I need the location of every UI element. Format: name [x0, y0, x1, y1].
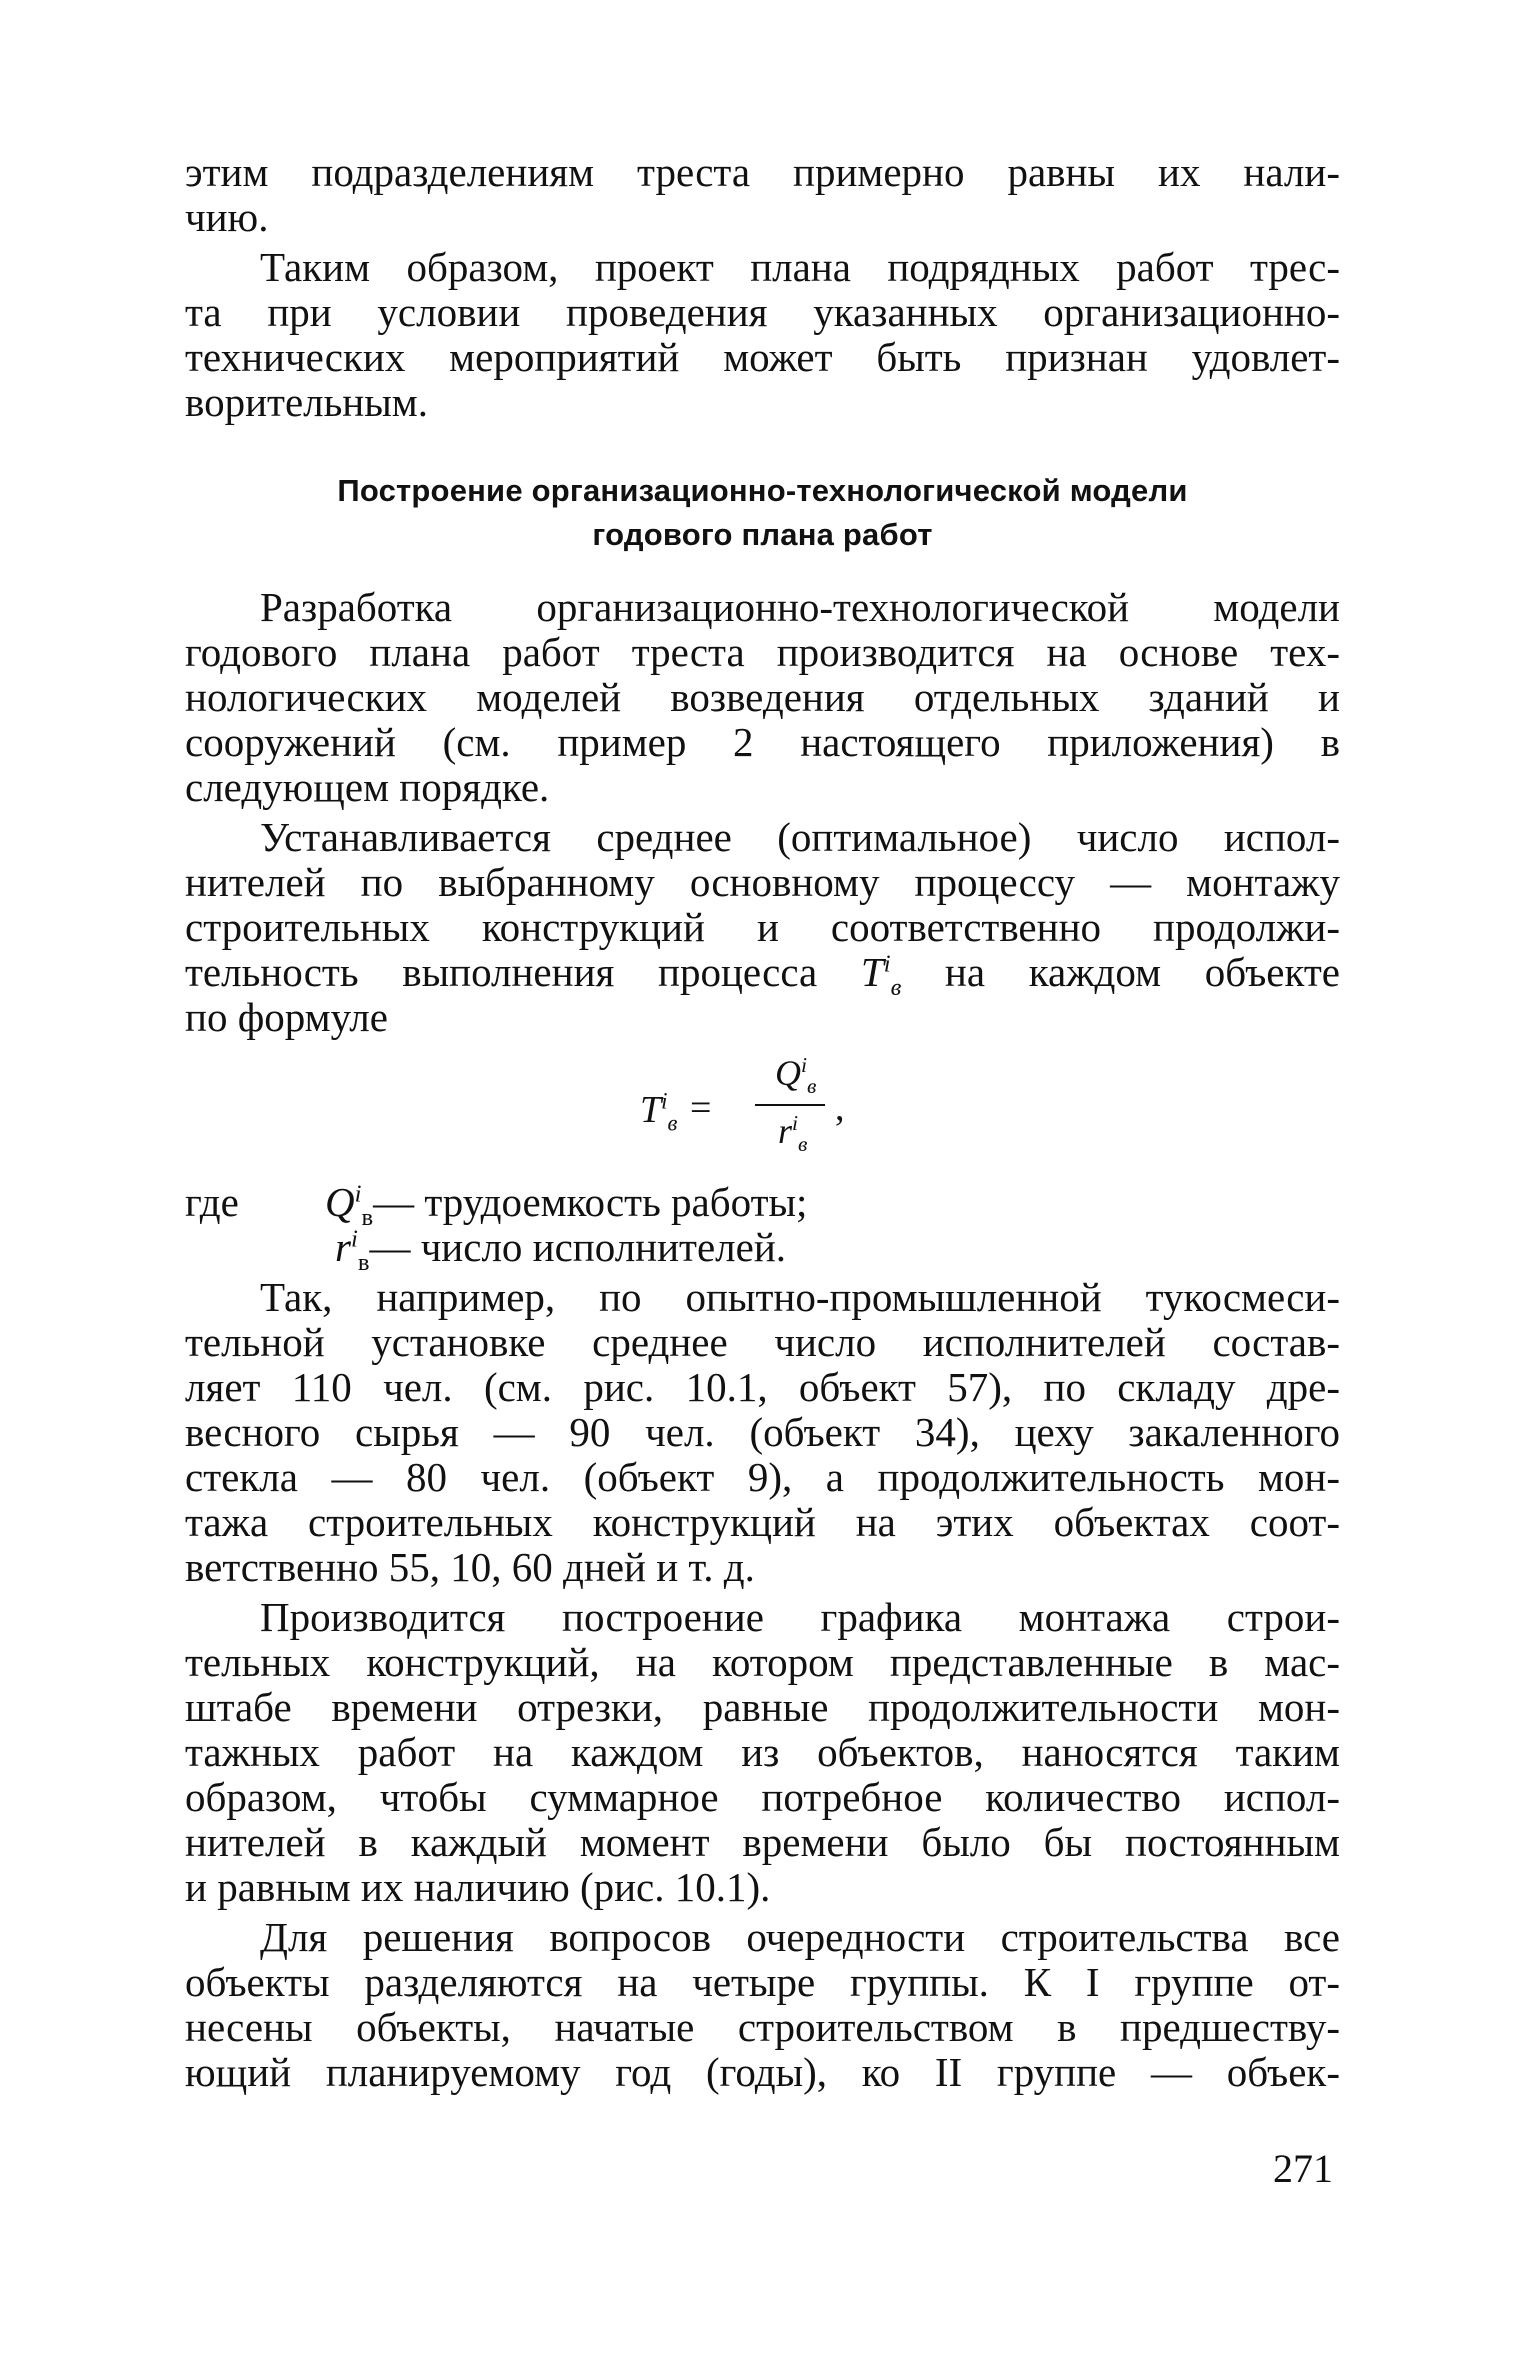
- text-line: и равным их наличию (рис. 10.1).: [185, 1864, 771, 1910]
- paragraph-continuation: [185, 150, 1340, 240]
- paragraph-conclusion: [185, 245, 1340, 425]
- text-fragment: на каждом объекте: [944, 949, 1340, 995]
- formula-lhs: [640, 1088, 678, 1136]
- text-line: Так, например, по опытно-промышленной тукосмеси-: [260, 1274, 1340, 1320]
- definition-sub: в: [357, 1249, 370, 1277]
- text-line: Таким образом, проект плана подрядных работ трес-: [260, 244, 1340, 290]
- text-line: строительных конструкций и соответственно продолжи-: [185, 904, 1340, 950]
- text-line: весного сырья — 90 чел. (объект 34), цеху закаленного: [185, 1409, 1340, 1455]
- formula-definitions: [185, 1179, 1340, 1277]
- page-content: [185, 150, 1340, 2095]
- text-line: штабе времени отрезки, равные продолжительности мон-: [185, 1684, 1340, 1730]
- formula-numerator: [775, 1052, 817, 1099]
- symbol-subscript: в: [890, 974, 902, 1002]
- text-line: сооружений (см. пример 2 настоящего приложения) в: [185, 719, 1340, 765]
- definition-term: [325, 1179, 808, 1232]
- definition-line: [185, 1179, 1340, 1232]
- definition-line: [185, 1224, 1340, 1277]
- paragraph-example: [185, 1275, 1340, 1590]
- text-line: нителей по выбранному основному процессу — монтажу: [185, 859, 1340, 905]
- symbol-superscript: i: [883, 950, 891, 978]
- definition-text: — число исполнителей.: [369, 1224, 787, 1270]
- text-line: следующем порядке.: [185, 764, 550, 810]
- formula-denominator-sub: в: [798, 1132, 808, 1157]
- formula-lhs-sup: i: [661, 1088, 668, 1114]
- formula-denominator: [778, 1110, 808, 1157]
- definition-symbol: r: [335, 1224, 351, 1270]
- symbol-base: T: [860, 949, 884, 995]
- text-line: ворительным.: [185, 379, 428, 425]
- formula-denominator-base: r: [778, 1111, 793, 1151]
- section-heading: [185, 469, 1340, 557]
- formula-numerator-base: Q: [775, 1053, 801, 1093]
- text-line: Разработка организационно-технологической модели: [260, 584, 1340, 630]
- paragraph-groups: [185, 1915, 1340, 2095]
- text-line: образом, чтобы суммарное потребное количество испол-: [185, 1774, 1340, 1820]
- formula-numerator-sub: в: [807, 1074, 817, 1099]
- definition-sup: i: [350, 1225, 358, 1253]
- text-line: технических мероприятий может быть признан удовлет-: [185, 334, 1340, 380]
- text-line: несены объекты, начатые строительством в предшеству-: [185, 2004, 1340, 2050]
- text-line: Производится построение графика монтажа строи-: [260, 1594, 1340, 1640]
- text-line: годового плана работ треста производится на основе тех-: [185, 629, 1340, 675]
- math-symbol: [860, 949, 902, 1002]
- text-line-with-symbol: [185, 949, 1340, 1002]
- heading-line: годового плана работ: [592, 517, 933, 552]
- formula-equals: =: [690, 1087, 712, 1129]
- text-line: нителей в каждый момент времени было бы постоянным: [185, 1819, 1340, 1865]
- text-line: Для решения вопросов очередности строительства все: [260, 1914, 1340, 1960]
- fraction-bar: [755, 1104, 825, 1106]
- formula-denominator-sup: i: [792, 1111, 799, 1135]
- formula-comma: ,: [835, 1087, 845, 1129]
- formula-lhs-sub: в: [667, 1110, 678, 1136]
- text-line: объекты разделяются на четыре группы. К I группе от-: [185, 1959, 1340, 2005]
- definition-keyword: где: [185, 1179, 239, 1225]
- paragraph-development: [185, 585, 1340, 810]
- text-fragment: тельность выполнения процесса: [185, 949, 861, 995]
- text-line: тельных конструкций, на котором представленные в мас-: [185, 1639, 1340, 1685]
- paragraph-average-workers: [185, 815, 1340, 1040]
- text-line: ющий планируемому год (годы), ко II группе — объек-: [185, 2049, 1340, 2095]
- formula-duration: [185, 1052, 1340, 1170]
- definition-text: — трудоемкость работы;: [373, 1179, 808, 1225]
- definition-term: [335, 1224, 787, 1277]
- text-line: Устанавливается среднее (оптимальное) число испол-: [260, 814, 1340, 860]
- text-line: нологических моделей возведения отдельных зданий и: [185, 674, 1340, 720]
- formula-lhs-base: T: [640, 1089, 662, 1131]
- paragraph-schedule: [185, 1595, 1340, 1910]
- text-line: та при условии проведения указанных организационно-: [185, 289, 1340, 335]
- text-line: этим подразделениям треста примерно равны их нали-: [185, 149, 1340, 195]
- definition-symbol: Q: [325, 1179, 355, 1225]
- text-line: стекла — 80 чел. (объект 9), а продолжительность мон-: [185, 1454, 1340, 1500]
- text-line: чию.: [185, 194, 269, 240]
- definition-sup: i: [354, 1180, 362, 1208]
- text-line: по формуле: [185, 994, 388, 1040]
- text-line: тажа строительных конструкций на этих объектах соот-: [185, 1499, 1340, 1545]
- text-line: ляет 110 чел. (см. рис. 10.1, объект 57), по складу дре-: [185, 1364, 1340, 1410]
- text-line: ветственно 55, 10, 60 дней и т. д.: [185, 1544, 755, 1590]
- formula-numerator-sup: i: [801, 1053, 807, 1077]
- heading-line: Построение организационно-технологической модели: [337, 473, 1188, 508]
- text-line: тажных работ на каждом из объектов, наносятся таким: [185, 1729, 1340, 1775]
- definition-sub: в: [361, 1204, 374, 1232]
- page-number: 271: [1273, 2146, 1333, 2191]
- text-line: тельной установке среднее число исполнителей состав-: [185, 1319, 1340, 1365]
